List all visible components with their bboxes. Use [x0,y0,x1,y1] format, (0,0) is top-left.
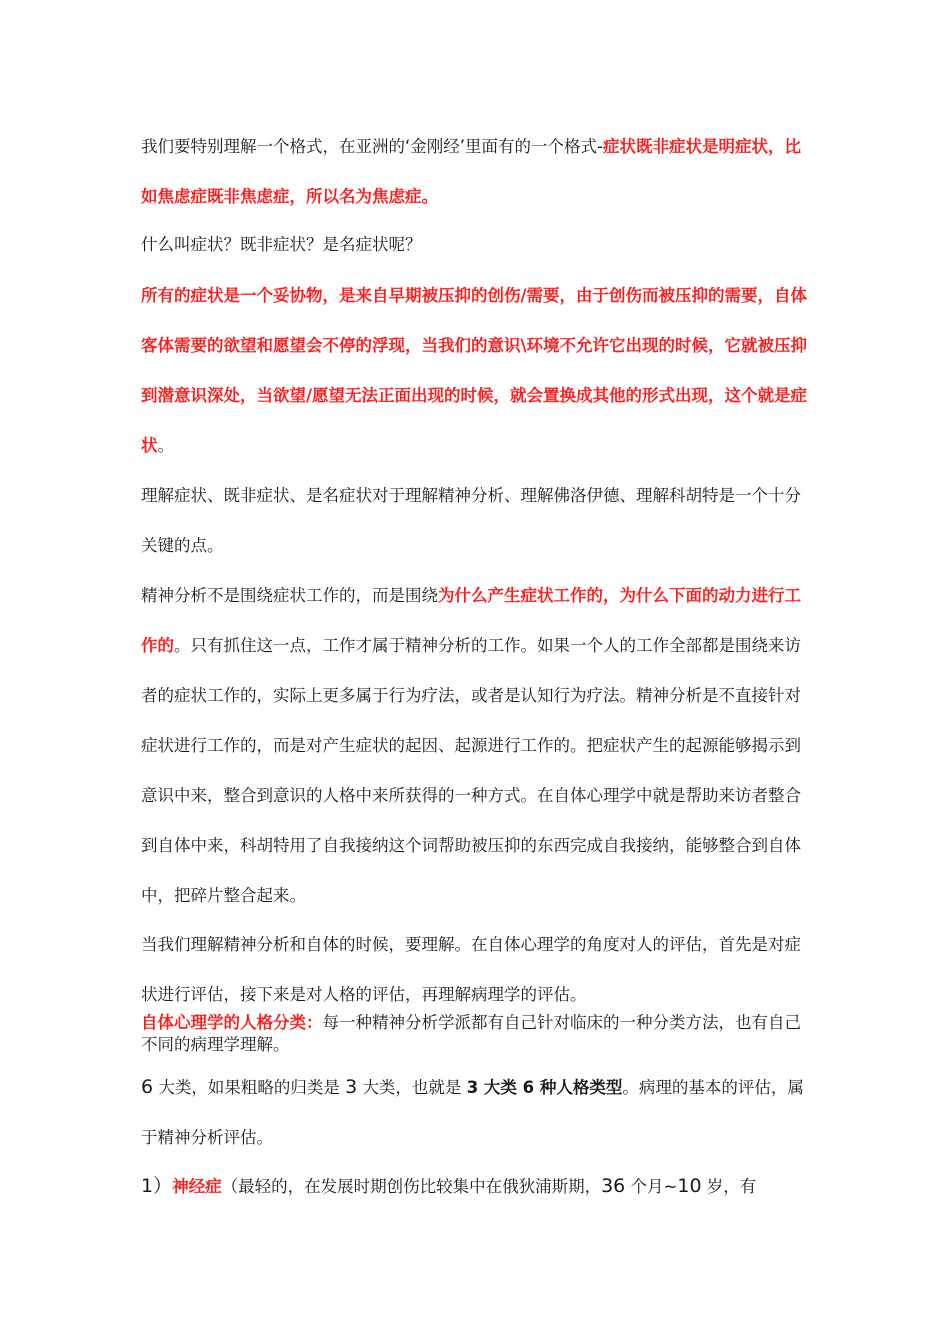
highlight-text: 为什么产生症状工作的，为什么下面的动力进行工作的 [141,586,801,655]
text: 。只有抓住这一点，工作才属于精神分析的工作。如果一个人的工作全部都是围绕来访者的症状工作的，实际上更多属于行为疗法，或者是认知行为疗法。精神分析是不直接针对症状进行工作的，而是对产生症状的起因、起源进行工作的。把症状产生的起源能够揭示到意识中来，整合到意识的人格中来所获得的一种方式。在自体心理学中就是帮助来访者整合到自体中来，科胡特用了自我接纳这个词帮助被压抑的东西完成自我接纳，能够整合到自体中，把碎片整合起来。 [141,636,801,905]
text: 精神分析不是围绕症状工作的，而是围绕 [141,586,438,605]
paragraph-categories [141,1062,813,1163]
text: 。 [157,436,174,455]
text: 。病理的基本的评估，属于精神分析评估。 [141,1078,804,1147]
text: 什么叫症状？既非症状？是名症状呢？ [141,235,422,254]
paragraph-neurosis-item [141,1161,813,1212]
paragraph-evaluation [141,920,813,1020]
paragraph-symptom-definition [141,271,813,471]
list-number: 1） [141,1175,173,1197]
text: 个月~ [625,1177,678,1196]
highlight-text: 症状既非症状是明症状，比如焦虑症既非焦虑症，所以名为焦虑症。 [141,137,801,206]
text: 岁，有 [701,1177,757,1196]
number: 6 [141,1076,154,1098]
highlight-text: 自体心理学的人格分类： [141,1013,323,1032]
paragraph-key-point [141,471,813,571]
text: 每一种精神分析学派都有自己针对临床的一种分类方法，也有自己不同的病理学理解。 [141,1013,801,1054]
text: 我们要特别理解一个格式，在亚洲的‘金刚经’里面有的一个格式- [141,137,603,156]
number: 3 [345,1076,358,1098]
paragraph-question [141,220,813,270]
paragraph-personality-classification [141,1012,813,1056]
number: 36 [601,1175,626,1197]
text: 大类，如果粗略的归类是 [153,1078,346,1097]
paragraph-psychoanalysis-work [141,571,813,921]
highlight-text: 神经症 [172,1177,222,1196]
number: 10 [677,1175,702,1197]
text: 大类，也就是 [357,1078,467,1097]
paragraph-diamond-sutra [141,122,813,222]
text: 当我们理解精神分析和自体的时候，要理解。在自体心理学的角度对人的评估，首先是对症状进行评估，接下来是对人格的评估，再理解病理学的评估。 [141,935,801,1004]
text: （最轻的，在发展时期创伤比较集中在俄狄浦斯期， [221,1177,602,1196]
bold-text: 3 大类 6 种人格类型 [466,1078,623,1097]
highlight-text: 所有的症状是一个妥协物，是来自早期被压抑的创伤/需要，由于创伤而被压抑的需要，自体客体需要的欲望和愿望会不停的浮现，当我们的意识\环境不允许它出现的时候，它就被压抑到潜意识深处，当欲望/愿望无法正面出现的时候，就会置换成其他的形式出现，这个就是症状 [141,286,808,455]
text: 理解症状、既非症状、是名症状对于理解精神分析、理解佛洛伊德、理解科胡特是一个十分关键的点。 [141,486,801,555]
